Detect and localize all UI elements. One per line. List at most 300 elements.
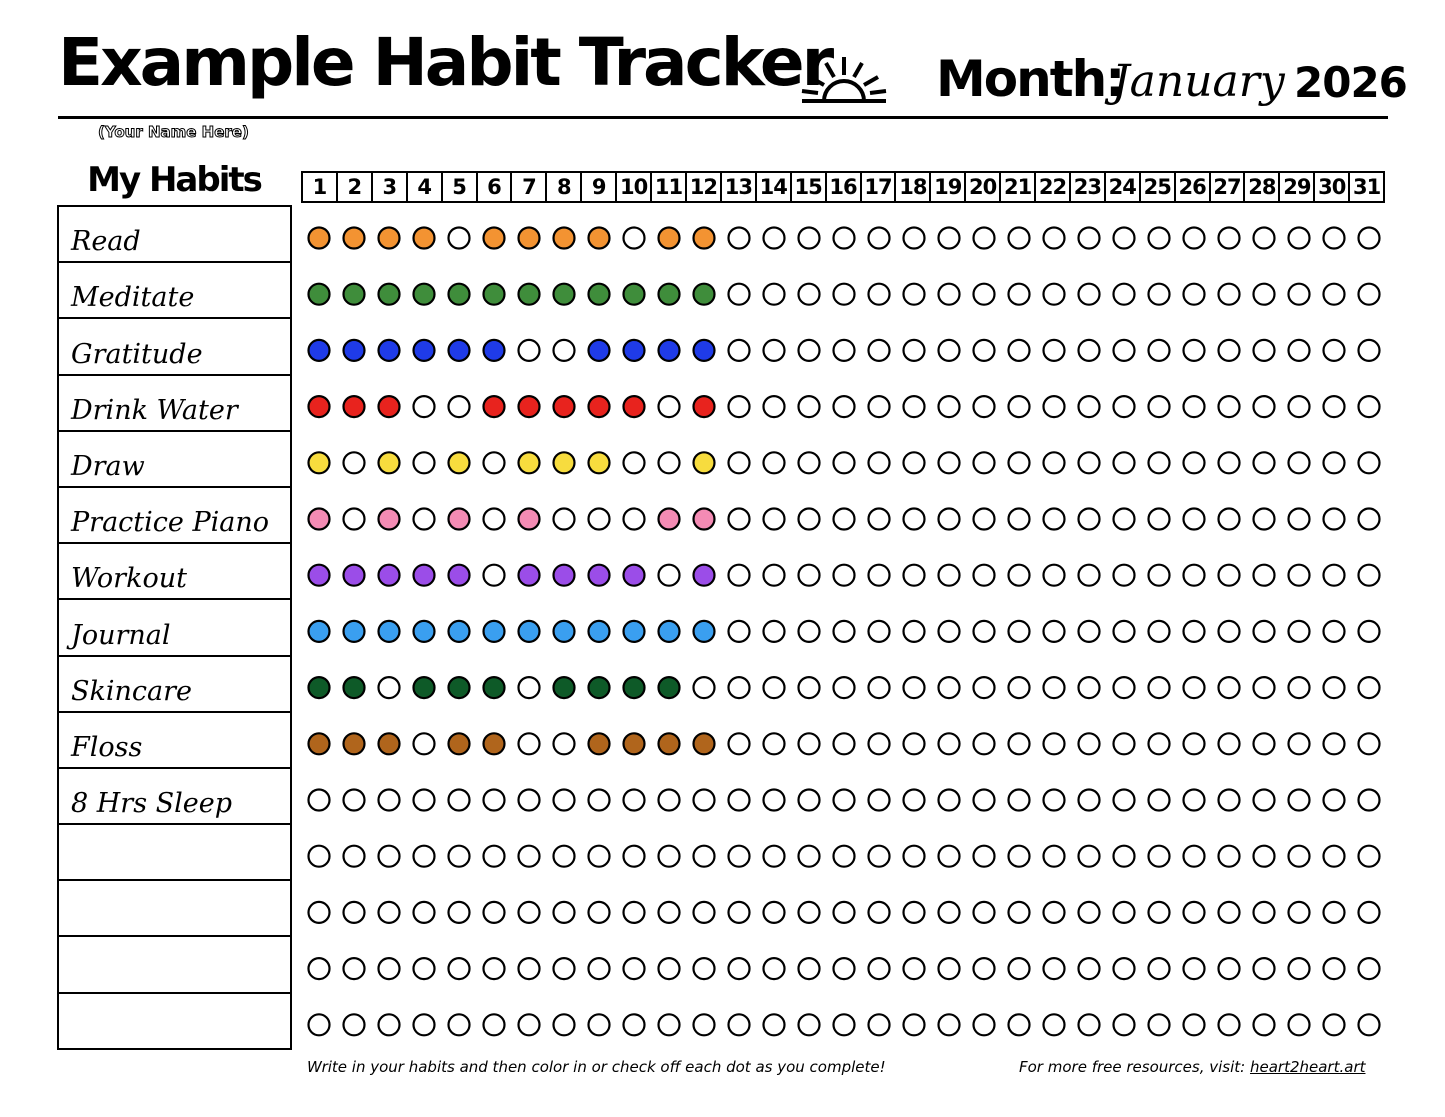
habit-dot-empty[interactable] xyxy=(729,509,750,530)
habit-dot-empty[interactable] xyxy=(834,340,855,361)
habit-dot-completed[interactable] xyxy=(554,396,575,417)
habit-dot-empty[interactable] xyxy=(309,1014,330,1035)
habit-dot-empty[interactable] xyxy=(834,452,855,473)
habit-dot-completed[interactable] xyxy=(659,284,680,305)
habit-dot-empty[interactable] xyxy=(799,509,820,530)
habit-dot-completed[interactable] xyxy=(344,396,365,417)
habit-dot-completed[interactable] xyxy=(519,621,540,642)
habit-dot-empty[interactable] xyxy=(1184,340,1205,361)
habit-dot-empty[interactable] xyxy=(764,958,785,979)
habit-dot-empty[interactable] xyxy=(519,846,540,867)
habit-dot-empty[interactable] xyxy=(1009,790,1030,811)
habit-dot-empty[interactable] xyxy=(1184,565,1205,586)
habit-dot-completed[interactable] xyxy=(449,565,470,586)
habit-dot-completed[interactable] xyxy=(309,621,330,642)
habit-dot-empty[interactable] xyxy=(1009,846,1030,867)
habit-dot-empty[interactable] xyxy=(449,1014,470,1035)
habit-dot-empty[interactable] xyxy=(1359,621,1380,642)
habit-dot-empty[interactable] xyxy=(414,396,435,417)
footer-link[interactable]: heart2heart.art xyxy=(1249,1058,1366,1076)
habit-dot-completed[interactable] xyxy=(589,733,610,754)
habit-dot-empty[interactable] xyxy=(939,228,960,249)
habit-dot-empty[interactable] xyxy=(554,902,575,923)
habit-dot-completed[interactable] xyxy=(659,340,680,361)
habit-dot-empty[interactable] xyxy=(344,509,365,530)
habit-dot-empty[interactable] xyxy=(1044,902,1065,923)
habit-dot-empty[interactable] xyxy=(869,340,890,361)
habit-dot-completed[interactable] xyxy=(624,565,645,586)
habit-dot-empty[interactable] xyxy=(1044,790,1065,811)
habit-dot-empty[interactable] xyxy=(379,958,400,979)
habit-dot-empty[interactable] xyxy=(1184,284,1205,305)
habit-dot-empty[interactable] xyxy=(1254,790,1275,811)
habit-dot-empty[interactable] xyxy=(1289,284,1310,305)
habit-dot-empty[interactable] xyxy=(1324,509,1345,530)
habit-dot-empty[interactable] xyxy=(764,396,785,417)
habit-dot-empty[interactable] xyxy=(904,340,925,361)
habit-dot-empty[interactable] xyxy=(1044,452,1065,473)
habit-dot-empty[interactable] xyxy=(554,340,575,361)
habit-dot-empty[interactable] xyxy=(1184,1014,1205,1035)
habit-dot-completed[interactable] xyxy=(694,565,715,586)
habit-dot-empty[interactable] xyxy=(1009,509,1030,530)
habit-dot-empty[interactable] xyxy=(659,1014,680,1035)
habit-dot-empty[interactable] xyxy=(974,452,995,473)
habit-dot-empty[interactable] xyxy=(799,340,820,361)
habit-dot-empty[interactable] xyxy=(1324,621,1345,642)
habit-dot-empty[interactable] xyxy=(624,1014,645,1035)
habit-dot-empty[interactable] xyxy=(939,677,960,698)
habit-dot-empty[interactable] xyxy=(1289,1014,1310,1035)
habit-dot-empty[interactable] xyxy=(519,677,540,698)
habit-dot-empty[interactable] xyxy=(694,902,715,923)
habit-dot-empty[interactable] xyxy=(1009,621,1030,642)
habit-dot-empty[interactable] xyxy=(1184,677,1205,698)
habit-dot-empty[interactable] xyxy=(1149,902,1170,923)
habit-dot-empty[interactable] xyxy=(939,565,960,586)
habit-dot-empty[interactable] xyxy=(449,790,470,811)
habit-dot-empty[interactable] xyxy=(974,790,995,811)
habit-dot-empty[interactable] xyxy=(869,958,890,979)
habit-dot-empty[interactable] xyxy=(1009,565,1030,586)
habit-dot-completed[interactable] xyxy=(519,284,540,305)
habit-dot-completed[interactable] xyxy=(624,677,645,698)
habit-dot-empty[interactable] xyxy=(869,790,890,811)
habit-dot-empty[interactable] xyxy=(764,902,785,923)
habit-dot-empty[interactable] xyxy=(1219,340,1240,361)
habit-dot-empty[interactable] xyxy=(414,509,435,530)
habit-dot-empty[interactable] xyxy=(1114,340,1135,361)
habit-dot-completed[interactable] xyxy=(519,228,540,249)
habit-dot-empty[interactable] xyxy=(799,790,820,811)
habit-dot-completed[interactable] xyxy=(379,565,400,586)
habit-dot-empty[interactable] xyxy=(1149,340,1170,361)
habit-dot-empty[interactable] xyxy=(729,733,750,754)
habit-dot-completed[interactable] xyxy=(449,509,470,530)
habit-dot-completed[interactable] xyxy=(414,340,435,361)
habit-dot-completed[interactable] xyxy=(344,228,365,249)
habit-dot-empty[interactable] xyxy=(1114,284,1135,305)
habit-dot-completed[interactable] xyxy=(309,509,330,530)
habit-dot-completed[interactable] xyxy=(414,677,435,698)
habit-dot-empty[interactable] xyxy=(729,902,750,923)
habit-dot-empty[interactable] xyxy=(519,902,540,923)
habit-dot-empty[interactable] xyxy=(799,621,820,642)
habit-dot-empty[interactable] xyxy=(764,565,785,586)
habit-dot-completed[interactable] xyxy=(659,677,680,698)
habit-dot-empty[interactable] xyxy=(1149,677,1170,698)
habit-dot-completed[interactable] xyxy=(414,565,435,586)
habit-dot-empty[interactable] xyxy=(904,565,925,586)
habit-dot-empty[interactable] xyxy=(1114,509,1135,530)
habit-dot-empty[interactable] xyxy=(344,902,365,923)
habit-dot-empty[interactable] xyxy=(904,790,925,811)
habit-dot-empty[interactable] xyxy=(1324,677,1345,698)
habit-dot-empty[interactable] xyxy=(764,846,785,867)
habit-dot-empty[interactable] xyxy=(309,790,330,811)
habit-dot-completed[interactable] xyxy=(484,228,505,249)
habit-dot-empty[interactable] xyxy=(1009,1014,1030,1035)
habit-dot-empty[interactable] xyxy=(834,846,855,867)
habit-dot-empty[interactable] xyxy=(1009,733,1030,754)
habit-dot-empty[interactable] xyxy=(484,1014,505,1035)
habit-dot-empty[interactable] xyxy=(834,284,855,305)
habit-dot-empty[interactable] xyxy=(414,902,435,923)
habit-dot-empty[interactable] xyxy=(764,790,785,811)
habit-dot-empty[interactable] xyxy=(869,396,890,417)
habit-dot-empty[interactable] xyxy=(1184,452,1205,473)
habit-dot-empty[interactable] xyxy=(1044,846,1065,867)
habit-dot-empty[interactable] xyxy=(659,846,680,867)
habit-dot-empty[interactable] xyxy=(799,452,820,473)
habit-dot-empty[interactable] xyxy=(1044,958,1065,979)
habit-dot-completed[interactable] xyxy=(379,340,400,361)
habit-dot-empty[interactable] xyxy=(764,677,785,698)
habit-dot-empty[interactable] xyxy=(1149,452,1170,473)
name-placeholder[interactable]: (Your Name Here) xyxy=(98,123,249,141)
habit-dot-empty[interactable] xyxy=(484,452,505,473)
habit-dot-empty[interactable] xyxy=(729,340,750,361)
habit-dot-empty[interactable] xyxy=(449,902,470,923)
habit-dot-empty[interactable] xyxy=(344,790,365,811)
habit-dot-empty[interactable] xyxy=(1324,958,1345,979)
habit-dot-empty[interactable] xyxy=(1184,790,1205,811)
habit-dot-empty[interactable] xyxy=(764,621,785,642)
habit-dot-empty[interactable] xyxy=(974,733,995,754)
habit-dot-empty[interactable] xyxy=(869,565,890,586)
habit-dot-empty[interactable] xyxy=(764,340,785,361)
habit-dot-empty[interactable] xyxy=(659,958,680,979)
habit-dot-completed[interactable] xyxy=(379,733,400,754)
habit-dot-empty[interactable] xyxy=(764,228,785,249)
habit-dot-empty[interactable] xyxy=(519,1014,540,1035)
habit-dot-completed[interactable] xyxy=(309,452,330,473)
habit-dot-empty[interactable] xyxy=(1114,396,1135,417)
habit-dot-completed[interactable] xyxy=(589,452,610,473)
habit-dot-completed[interactable] xyxy=(379,509,400,530)
habit-dot-completed[interactable] xyxy=(379,452,400,473)
habit-dot-completed[interactable] xyxy=(554,565,575,586)
habit-dot-empty[interactable] xyxy=(834,902,855,923)
habit-dot-completed[interactable] xyxy=(694,621,715,642)
habit-dot-empty[interactable] xyxy=(1359,790,1380,811)
habit-dot-empty[interactable] xyxy=(1079,509,1100,530)
habit-dot-empty[interactable] xyxy=(1324,790,1345,811)
habit-dot-empty[interactable] xyxy=(1009,902,1030,923)
habit-dot-empty[interactable] xyxy=(484,565,505,586)
habit-dot-empty[interactable] xyxy=(1289,509,1310,530)
habit-dot-empty[interactable] xyxy=(414,958,435,979)
habit-dot-empty[interactable] xyxy=(414,846,435,867)
habit-dot-empty[interactable] xyxy=(1359,452,1380,473)
habit-dot-empty[interactable] xyxy=(309,902,330,923)
habit-dot-empty[interactable] xyxy=(1324,340,1345,361)
habit-dot-empty[interactable] xyxy=(624,902,645,923)
habit-dot-completed[interactable] xyxy=(624,340,645,361)
habit-dot-empty[interactable] xyxy=(974,621,995,642)
habit-dot-completed[interactable] xyxy=(414,621,435,642)
habit-dot-completed[interactable] xyxy=(449,621,470,642)
habit-dot-completed[interactable] xyxy=(344,340,365,361)
habit-dot-completed[interactable] xyxy=(694,452,715,473)
habit-dot-empty[interactable] xyxy=(939,452,960,473)
habit-dot-completed[interactable] xyxy=(624,396,645,417)
habit-dot-empty[interactable] xyxy=(1359,565,1380,586)
habit-dot-empty[interactable] xyxy=(1149,621,1170,642)
habit-dot-empty[interactable] xyxy=(1044,340,1065,361)
habit-dot-empty[interactable] xyxy=(554,1014,575,1035)
habit-dot-empty[interactable] xyxy=(1359,396,1380,417)
habit-dot-empty[interactable] xyxy=(1254,733,1275,754)
habit-dot-empty[interactable] xyxy=(1149,1014,1170,1035)
habit-dot-empty[interactable] xyxy=(1149,284,1170,305)
habit-dot-empty[interactable] xyxy=(1289,396,1310,417)
habit-dot-empty[interactable] xyxy=(1149,846,1170,867)
habit-dot-completed[interactable] xyxy=(414,284,435,305)
habit-dot-empty[interactable] xyxy=(729,1014,750,1035)
habit-dot-empty[interactable] xyxy=(414,452,435,473)
habit-dot-empty[interactable] xyxy=(1009,340,1030,361)
habit-dot-empty[interactable] xyxy=(974,1014,995,1035)
habit-dot-empty[interactable] xyxy=(729,396,750,417)
habit-dot-empty[interactable] xyxy=(1009,452,1030,473)
habit-dot-empty[interactable] xyxy=(1044,677,1065,698)
habit-dot-empty[interactable] xyxy=(869,902,890,923)
habit-dot-empty[interactable] xyxy=(694,790,715,811)
habit-dot-empty[interactable] xyxy=(554,733,575,754)
habit-dot-completed[interactable] xyxy=(659,621,680,642)
habit-dot-empty[interactable] xyxy=(834,228,855,249)
habit-dot-empty[interactable] xyxy=(1044,621,1065,642)
habit-dot-empty[interactable] xyxy=(799,1014,820,1035)
habit-dot-completed[interactable] xyxy=(624,733,645,754)
habit-dot-completed[interactable] xyxy=(379,228,400,249)
habit-dot-empty[interactable] xyxy=(1289,733,1310,754)
habit-dot-empty[interactable] xyxy=(1114,677,1135,698)
habit-dot-empty[interactable] xyxy=(1254,846,1275,867)
habit-dot-completed[interactable] xyxy=(484,677,505,698)
habit-dot-empty[interactable] xyxy=(904,621,925,642)
habit-dot-empty[interactable] xyxy=(939,284,960,305)
habit-dot-empty[interactable] xyxy=(694,1014,715,1035)
habit-dot-empty[interactable] xyxy=(519,958,540,979)
habit-dot-empty[interactable] xyxy=(764,1014,785,1035)
habit-dot-empty[interactable] xyxy=(1254,284,1275,305)
habit-dot-empty[interactable] xyxy=(904,284,925,305)
habit-dot-empty[interactable] xyxy=(1114,790,1135,811)
habit-dot-empty[interactable] xyxy=(1079,452,1100,473)
habit-dot-completed[interactable] xyxy=(519,396,540,417)
habit-dot-completed[interactable] xyxy=(344,565,365,586)
habit-dot-empty[interactable] xyxy=(1009,396,1030,417)
habit-dot-empty[interactable] xyxy=(1184,396,1205,417)
habit-dot-empty[interactable] xyxy=(939,396,960,417)
habit-dot-empty[interactable] xyxy=(519,790,540,811)
habit-dot-empty[interactable] xyxy=(694,677,715,698)
habit-dot-completed[interactable] xyxy=(589,621,610,642)
habit-dot-empty[interactable] xyxy=(834,565,855,586)
habit-dot-empty[interactable] xyxy=(1359,1014,1380,1035)
habit-dot-empty[interactable] xyxy=(344,452,365,473)
habit-dot-empty[interactable] xyxy=(799,733,820,754)
habit-dot-empty[interactable] xyxy=(1149,790,1170,811)
habit-dot-completed[interactable] xyxy=(519,565,540,586)
habit-dot-empty[interactable] xyxy=(729,284,750,305)
habit-dot-empty[interactable] xyxy=(799,228,820,249)
habit-dot-empty[interactable] xyxy=(869,621,890,642)
habit-dot-completed[interactable] xyxy=(589,284,610,305)
habit-dot-empty[interactable] xyxy=(1114,452,1135,473)
habit-dot-empty[interactable] xyxy=(799,396,820,417)
habit-dot-empty[interactable] xyxy=(1184,846,1205,867)
habit-dot-empty[interactable] xyxy=(1359,902,1380,923)
habit-dot-empty[interactable] xyxy=(764,452,785,473)
habit-dot-empty[interactable] xyxy=(939,340,960,361)
habit-dot-empty[interactable] xyxy=(1324,284,1345,305)
habit-dot-completed[interactable] xyxy=(309,733,330,754)
habit-dot-empty[interactable] xyxy=(1324,565,1345,586)
habit-dot-empty[interactable] xyxy=(974,284,995,305)
habit-dot-empty[interactable] xyxy=(344,846,365,867)
habit-dot-empty[interactable] xyxy=(869,228,890,249)
habit-dot-empty[interactable] xyxy=(1114,846,1135,867)
habit-dot-empty[interactable] xyxy=(974,509,995,530)
habit-dot-empty[interactable] xyxy=(414,733,435,754)
habit-dot-empty[interactable] xyxy=(449,846,470,867)
habit-dot-empty[interactable] xyxy=(1289,228,1310,249)
habit-dot-empty[interactable] xyxy=(729,677,750,698)
habit-dot-completed[interactable] xyxy=(554,677,575,698)
habit-dot-empty[interactable] xyxy=(694,958,715,979)
habit-dot-empty[interactable] xyxy=(1219,452,1240,473)
habit-dot-empty[interactable] xyxy=(344,958,365,979)
habit-dot-empty[interactable] xyxy=(1114,228,1135,249)
habit-dot-empty[interactable] xyxy=(904,846,925,867)
habit-dot-empty[interactable] xyxy=(1079,677,1100,698)
habit-dot-empty[interactable] xyxy=(1149,396,1170,417)
habit-dot-empty[interactable] xyxy=(1079,846,1100,867)
habit-dot-completed[interactable] xyxy=(379,284,400,305)
habit-dot-empty[interactable] xyxy=(1324,1014,1345,1035)
habit-dot-empty[interactable] xyxy=(379,790,400,811)
habit-dot-empty[interactable] xyxy=(799,846,820,867)
habit-dot-completed[interactable] xyxy=(309,396,330,417)
habit-dot-empty[interactable] xyxy=(1114,902,1135,923)
habit-dot-completed[interactable] xyxy=(484,340,505,361)
habit-dot-empty[interactable] xyxy=(974,958,995,979)
habit-dot-empty[interactable] xyxy=(589,902,610,923)
habit-dot-empty[interactable] xyxy=(869,509,890,530)
habit-dot-empty[interactable] xyxy=(1219,902,1240,923)
habit-dot-empty[interactable] xyxy=(1009,677,1030,698)
habit-dot-empty[interactable] xyxy=(1254,509,1275,530)
habit-dot-empty[interactable] xyxy=(1149,565,1170,586)
habit-dot-empty[interactable] xyxy=(659,790,680,811)
habit-dot-empty[interactable] xyxy=(309,958,330,979)
habit-dot-empty[interactable] xyxy=(834,677,855,698)
habit-dot-empty[interactable] xyxy=(974,340,995,361)
habit-dot-empty[interactable] xyxy=(659,452,680,473)
habit-dot-empty[interactable] xyxy=(1324,452,1345,473)
habit-dot-empty[interactable] xyxy=(449,228,470,249)
habit-dot-completed[interactable] xyxy=(694,228,715,249)
habit-dot-empty[interactable] xyxy=(834,733,855,754)
habit-dot-empty[interactable] xyxy=(1289,452,1310,473)
habit-dot-empty[interactable] xyxy=(554,846,575,867)
habit-dot-completed[interactable] xyxy=(589,396,610,417)
habit-dot-empty[interactable] xyxy=(904,733,925,754)
habit-dot-empty[interactable] xyxy=(1044,228,1065,249)
habit-dot-completed[interactable] xyxy=(554,284,575,305)
habit-dot-empty[interactable] xyxy=(484,846,505,867)
habit-dot-empty[interactable] xyxy=(1254,565,1275,586)
habit-dot-empty[interactable] xyxy=(1114,565,1135,586)
habit-dot-completed[interactable] xyxy=(694,396,715,417)
habit-dot-empty[interactable] xyxy=(974,677,995,698)
habit-dot-completed[interactable] xyxy=(344,621,365,642)
habit-dot-empty[interactable] xyxy=(1289,902,1310,923)
habit-dot-empty[interactable] xyxy=(1254,452,1275,473)
habit-dot-empty[interactable] xyxy=(1219,733,1240,754)
habit-dot-empty[interactable] xyxy=(1079,228,1100,249)
habit-dot-empty[interactable] xyxy=(939,509,960,530)
habit-dot-empty[interactable] xyxy=(1254,228,1275,249)
habit-dot-empty[interactable] xyxy=(1219,621,1240,642)
habit-dot-empty[interactable] xyxy=(1184,621,1205,642)
habit-dot-empty[interactable] xyxy=(659,902,680,923)
habit-dot-empty[interactable] xyxy=(379,1014,400,1035)
habit-dot-empty[interactable] xyxy=(1324,396,1345,417)
habit-dot-empty[interactable] xyxy=(764,509,785,530)
habit-dot-completed[interactable] xyxy=(694,340,715,361)
habit-dot-empty[interactable] xyxy=(869,677,890,698)
habit-dot-completed[interactable] xyxy=(694,284,715,305)
habit-dot-empty[interactable] xyxy=(834,1014,855,1035)
habit-dot-empty[interactable] xyxy=(1114,621,1135,642)
habit-dot-completed[interactable] xyxy=(519,452,540,473)
habit-dot-empty[interactable] xyxy=(484,902,505,923)
habit-dot-empty[interactable] xyxy=(519,733,540,754)
month-value[interactable]: January xyxy=(1112,56,1285,107)
habit-dot-empty[interactable] xyxy=(729,958,750,979)
habit-dot-completed[interactable] xyxy=(449,677,470,698)
habit-dot-empty[interactable] xyxy=(379,902,400,923)
habit-dot-empty[interactable] xyxy=(1254,902,1275,923)
habit-dot-empty[interactable] xyxy=(1009,284,1030,305)
habit-dot-empty[interactable] xyxy=(554,509,575,530)
habit-dot-completed[interactable] xyxy=(309,228,330,249)
habit-dot-empty[interactable] xyxy=(1324,846,1345,867)
